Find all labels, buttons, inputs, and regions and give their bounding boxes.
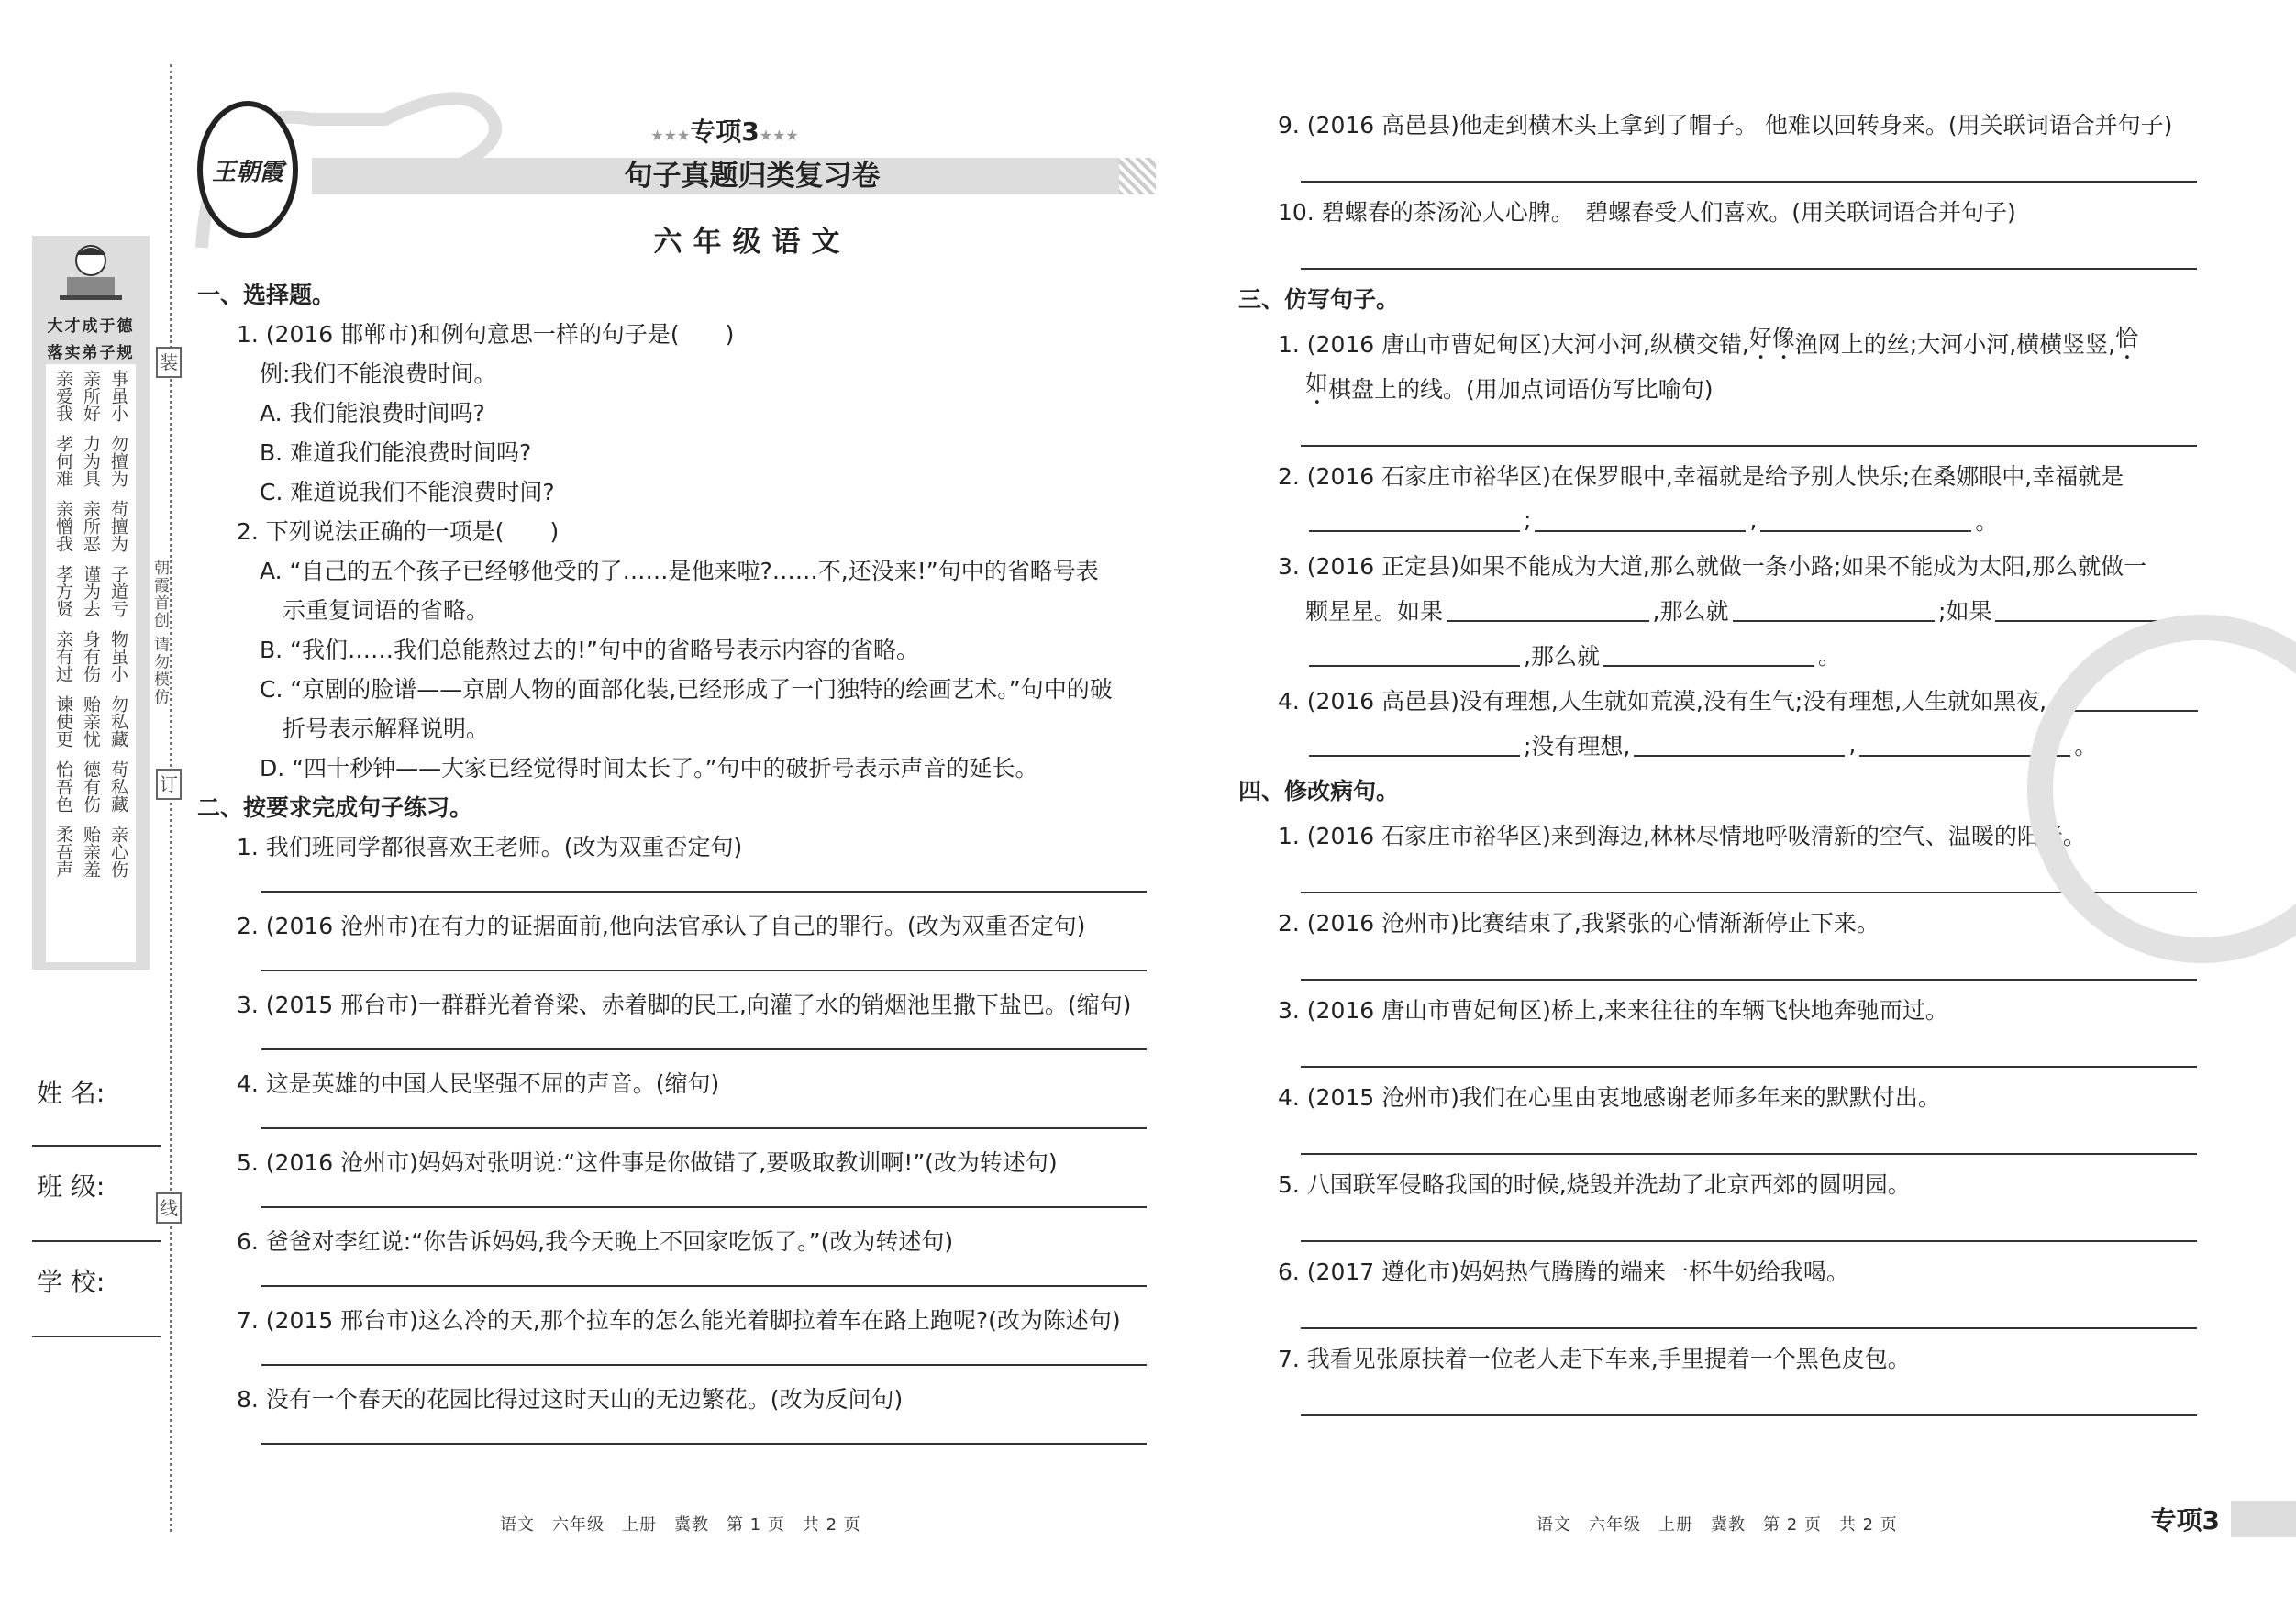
question-text: 4. (2016 高邑县)没有理想,人生就如荒漠,没有生气;没有理想,人生就如黑夜,: [1278, 687, 2047, 715]
section-heading: 一、选择题。: [197, 281, 336, 308]
question-text: 2. (2016 石家庄市裕华区)在保罗眼中,幸福就是给予别人快乐;在桑娜眼中,幸福就是: [1278, 462, 2124, 490]
question-item: [1238, 899, 2202, 981]
question-line: 例:我们不能浪费时间。: [237, 360, 497, 387]
answer-line[interactable]: [1301, 1205, 2197, 1242]
motto-line: 大才成于德: [47, 317, 135, 336]
question-line: 8. 没有一个春天的花园比得过这时天山的无边繁花。(改为反问句): [237, 1385, 904, 1413]
poem-line: 亲心伤: [108, 826, 128, 878]
student-illustration: [32, 236, 150, 309]
class-label: 班 级:: [37, 1171, 105, 1202]
question-text: 。: [1817, 642, 1841, 670]
poem-stanza: [50, 370, 132, 422]
poem-line: 亲所恶: [81, 500, 101, 552]
poem-line: 物虽小: [108, 630, 128, 682]
question-text: ;如果: [1938, 597, 1992, 625]
answer-line[interactable]: [1301, 233, 2197, 270]
poem-line: 力为具: [81, 435, 101, 487]
question-item: [1238, 452, 2202, 542]
banner-pattern: [1119, 158, 1156, 194]
question-line: B. “我们……我们总能熬过去的!”句中的省略号表示内容的省略。: [237, 636, 919, 663]
question-item: [1238, 101, 2202, 183]
question-item: [197, 1378, 1160, 1445]
unit-tab-bg: [2231, 1501, 2296, 1537]
question-line: [1238, 320, 2202, 365]
fill-in-blank[interactable]: [1603, 643, 1814, 667]
question-text: ;: [1524, 506, 1532, 533]
emphasized-word: 好像: [1748, 325, 1795, 351]
question-line: 1. (2016 石家庄市裕华区)来到海边,林林尽情地呼吸清新的空气、温暖的阳光。: [1278, 822, 2086, 849]
answer-line[interactable]: [261, 1338, 1147, 1366]
poem-line: 贻亲忧: [81, 695, 101, 748]
section-heading: 四、修改病句。: [1238, 777, 1400, 804]
question-text: ;没有理想,: [1524, 732, 1631, 760]
poem-line: 勿擅为: [108, 435, 128, 487]
question-line: 2. (2016 沧州市)比赛结束了,我紧张的心情渐渐停止下来。: [1278, 909, 1880, 937]
question-line: 5. (2016 沧州市)妈妈对张明说:“这件事是你做错了,要吸取教训啊!”(改为转述句): [237, 1148, 1058, 1176]
question-item: [1238, 1160, 2202, 1242]
poem-line: 事虽小: [108, 370, 128, 422]
question-line: 1. (2016 邯郸市)和例句意思一样的句子是( ): [237, 320, 735, 348]
answer-line[interactable]: [1301, 1118, 2197, 1155]
question-item: [1238, 1248, 2202, 1329]
question-line: 2. 下列说法正确的一项是( ): [237, 517, 560, 545]
question-item: [197, 510, 1160, 786]
fill-in-blank[interactable]: [1447, 598, 1649, 622]
question-line: [1238, 587, 2202, 632]
motto-line: 落实弟子规: [47, 344, 135, 362]
question-item: [197, 313, 1160, 510]
poem-line: 亲有过: [53, 630, 73, 682]
question-item: [1238, 1073, 2202, 1155]
page-footer: 语文 六年级 上册 冀教 第 1 页 共 2 页: [500, 1515, 861, 1535]
poem-line: 亲憎我: [53, 500, 73, 552]
poem-stanza: [50, 565, 132, 617]
question-text: ,: [1848, 731, 1857, 758]
answer-line[interactable]: [261, 1023, 1147, 1050]
question-item: [1238, 986, 2202, 1068]
question-item: [1238, 188, 2202, 270]
fill-in-blank[interactable]: [1309, 643, 1520, 667]
answer-line[interactable]: [1301, 1031, 2197, 1068]
question-text: 。: [2074, 732, 2098, 760]
question-item: [1238, 320, 2202, 447]
answer-line[interactable]: [261, 1259, 1147, 1287]
question-text: 1. (2016 唐山市曹妃甸区)大河小河,纵横交错,: [1278, 330, 1749, 358]
cut-mark: 订: [156, 769, 182, 800]
question-line: 7. 我看见张原扶着一位老人走下车来,手里提着一个黑色皮包。: [1278, 1345, 1911, 1372]
sidebar-panel: [32, 236, 150, 970]
question-line: 5. 八国联军侵略我国的时候,烧毁并洗劫了北京西郊的圆明园。: [1278, 1170, 1911, 1198]
question-item: [197, 983, 1160, 1050]
answer-line[interactable]: [1301, 146, 2197, 183]
answer-line[interactable]: [261, 865, 1147, 893]
school-label: 学 校:: [37, 1267, 105, 1297]
question-text: 。: [1975, 507, 1999, 535]
question-line: 示重复词语的省略。: [237, 596, 490, 624]
question-item: [197, 1299, 1160, 1366]
poem-stanza: [50, 500, 132, 552]
poem-line: 苟擅为: [108, 500, 128, 552]
question-line: 10. 碧螺春的茶汤沁人心脾。 碧螺春受人们喜欢。(用关联词语合并句子): [1278, 198, 2016, 226]
poem-line: 德有伤: [81, 760, 101, 813]
question-line: 7. (2015 邢台市)这么冷的天,那个拉车的怎么能光着脚拉着车在路上跑呢?(改为陈述句): [237, 1306, 1121, 1334]
left-column: [197, 273, 1160, 1457]
poem-line: 谨为去: [81, 565, 101, 617]
poem-line: 苟私藏: [108, 760, 128, 813]
poem-stanza: [50, 826, 132, 878]
page-title: 句子真题归类复习卷: [624, 160, 881, 193]
poem-stanza: [50, 760, 132, 813]
question-line: 4. (2015 沧州市)我们在心里由衷地感谢老师多年来的默默付出。: [1278, 1083, 1941, 1111]
question-line: 4. 这是英雄的中国人民坚强不屈的声音。(缩句): [237, 1070, 720, 1097]
class-field[interactable]: [32, 1240, 161, 1242]
question-text: 3. (2016 正定县)如果不能成为大道,那么就做一条小路;如果不能成为太阳,那么就做一: [1278, 552, 2147, 580]
copyright-notice: 朝霞首创 请勿模仿: [150, 560, 169, 706]
poem-line: 亲所好: [81, 370, 101, 422]
question-text: ,那么就: [1652, 597, 1729, 625]
question-line: [1238, 365, 2202, 410]
question-item: [197, 904, 1160, 971]
question-line: D. “四十秒钟——大家已经觉得时间太长了。”句中的破折号表示声音的延长。: [237, 754, 1038, 782]
page-subtitle: 六年级语文: [653, 226, 851, 259]
poem-stanza: [50, 695, 132, 748]
poem-line: 孝方贤: [53, 565, 73, 617]
poem-line: 贻亲羞: [81, 826, 101, 878]
answer-line[interactable]: [261, 1102, 1147, 1129]
question-text: 渔网上的丝;大河小河,横横竖竖,: [1794, 330, 2116, 358]
question-text: 颗星星。如果: [1305, 597, 1444, 625]
question-line: C. “京剧的脸谱——京剧人物的面部化装,已经形成了一门独特的绘画艺术。”句中的破: [237, 675, 1113, 703]
answer-line[interactable]: [261, 944, 1147, 971]
fill-in-blank[interactable]: [1634, 733, 1845, 757]
answer-line[interactable]: [261, 1181, 1147, 1208]
question-item: [1238, 1335, 2202, 1416]
answer-line[interactable]: [261, 1417, 1147, 1445]
question-line: 9. (2016 高邑县)他走到横木头上拿到了帽子。 他难以回转身来。(用关联词语合并句子): [1278, 111, 2173, 139]
section-heading: 三、仿写句子。: [1238, 285, 1400, 313]
page-footer: 语文 六年级 上册 冀教 第 2 页 共 2 页: [1536, 1515, 1898, 1535]
question-line: 折号表示解释说明。: [237, 715, 490, 742]
fill-in-blank[interactable]: [1309, 733, 1520, 757]
question-line: 1. 我们班同学都很喜欢王老师。(改为双重否定句): [237, 833, 743, 860]
answer-line[interactable]: [1301, 1380, 2197, 1416]
fill-in-blank[interactable]: [1309, 508, 1520, 532]
question-line: 2. (2016 沧州市)在有力的证据面前,他向法官承认了自己的罪行。(改为双重否定句): [237, 912, 1086, 939]
question-line: 3. (2016 唐山市曹妃甸区)桥上,来来往往的车辆飞快地奔驰而过。: [1278, 996, 1948, 1024]
question-item: [197, 826, 1160, 893]
question-line: [1238, 542, 2202, 587]
question-line: 3. (2015 邢台市)一群群光着脊梁、赤着脚的民工,向灌了水的销烟池里撒下盐巴。(缩句): [237, 991, 1132, 1018]
poem-line: 勿私藏: [108, 695, 128, 748]
cut-mark: 线: [156, 1192, 182, 1224]
name-label: 姓 名:: [37, 1078, 105, 1108]
fill-in-blank[interactable]: [1535, 508, 1746, 532]
poem-stanza: [50, 630, 132, 682]
section-heading: 二、按要求完成句子练习。: [197, 793, 473, 821]
poem-line: 亲爱我: [53, 370, 73, 422]
question-line: C. 难道说我们不能浪费时间?: [237, 478, 555, 505]
fill-in-blank[interactable]: [1733, 598, 1936, 622]
emphasized-word: 如: [1305, 370, 1329, 396]
question-item: [197, 1141, 1160, 1208]
question-item: [197, 1220, 1160, 1287]
answer-line[interactable]: [1301, 944, 2197, 981]
question-line: [1238, 452, 2202, 497]
question-line: [1238, 632, 2202, 677]
poem-line: 孝何难: [53, 435, 73, 487]
question-line: A. “自己的五个孩子已经够他受的了……是他来啦?……不,还没来!”句中的省略号表: [237, 557, 1099, 584]
poem-line: 怡吾色: [53, 760, 73, 813]
name-field[interactable]: [32, 1145, 161, 1147]
question-item: [1238, 542, 2202, 677]
school-field[interactable]: [32, 1336, 161, 1337]
question-line: [1238, 497, 2202, 542]
answer-line[interactable]: [1301, 1292, 2197, 1329]
question-item: [197, 1062, 1160, 1129]
cut-mark: 装: [156, 347, 182, 378]
brand-logo: 王朝霞: [197, 101, 298, 238]
emphasized-word: 恰: [2115, 325, 2139, 351]
unit-tab: 专项3: [2101, 1501, 2229, 1537]
question-text: ,: [1749, 506, 1758, 533]
question-line: 6. 爸爸对李红说:“你告诉妈妈,我今天晚上不回家吃饭了。”(改为转述句): [237, 1227, 954, 1255]
fill-in-blank[interactable]: [1760, 508, 1971, 532]
poem-line: 谏使更: [53, 695, 73, 748]
question-line: B. 难道我们能浪费时间吗?: [237, 438, 532, 466]
poem-line: 子道亏: [108, 565, 128, 617]
poem-line: 身有伤: [81, 630, 101, 682]
answer-line[interactable]: [1301, 410, 2197, 447]
question-line: 6. (2017 遵化市)妈妈热气腾腾的端来一杯牛奶给我喝。: [1278, 1258, 1849, 1285]
dizigui-poem: [46, 364, 136, 962]
unit-badge: ★★★专项3★★★: [650, 116, 799, 147]
poem-line: 柔吾声: [53, 826, 73, 878]
question-text: ,那么就: [1524, 642, 1600, 670]
question-line: A. 我们能浪费时间吗?: [237, 399, 485, 427]
question-text: 棋盘上的线。(用加点词语仿写比喻句): [1328, 375, 1714, 403]
poem-stanza: [50, 435, 132, 487]
